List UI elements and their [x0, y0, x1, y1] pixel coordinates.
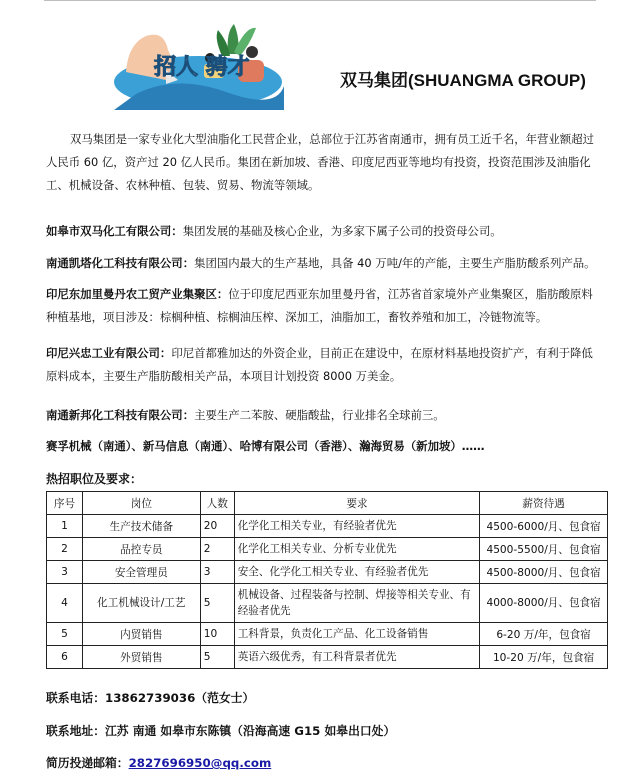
table-header-row [47, 492, 608, 515]
cell-index: 2 [47, 538, 83, 561]
subsidiary-kalimantan [46, 283, 598, 329]
subsidiary-name: 南通凯塔化工科技有限公司： [46, 256, 195, 270]
header-count: 人数 [200, 492, 234, 515]
cell-requirement: 化学化工相关专业、分析专业优先 [234, 538, 480, 561]
subsidiary-kaita [46, 252, 598, 275]
intro-paragraph: 双马集团是一家专业化大型油脂化工民营企业，总部位于江苏省南通市，拥有员工近千名，年营业额超过人民币 60 亿，资产过 20 亿人民币。集团在新加坡、香港、印度尼西亚等地均有投资，投资范围涉及油脂化工、机械设备、农林种植、包装、贸易、物流等领域。 [46, 132, 594, 193]
cell-salary: 4000-8000/月、包食宿 [480, 584, 608, 623]
jobs-table [46, 491, 608, 669]
cell-index: 3 [47, 561, 83, 584]
cell-requirement: 安全、化学化工相关专业、有经验者优先 [234, 561, 480, 584]
phone-label: 联系电话： [46, 691, 105, 705]
subsidiary-name: 印尼兴忠工业有限公司： [46, 346, 172, 360]
other-companies [46, 435, 598, 458]
cell-salary: 4500-8000/月、包食宿 [480, 561, 608, 584]
cell-salary: 4500-5500/月、包食宿 [480, 538, 608, 561]
cell-requirement: 化学化工相关专业，有经验者优先 [234, 515, 480, 538]
cell-position: 内贸销售 [82, 623, 200, 646]
subsidiary-name: 南通新邦化工科技有限公司： [46, 408, 195, 422]
table-row [47, 561, 608, 584]
cell-requirement: 英语六级优秀，有工科背景者优先 [234, 646, 480, 669]
cell-position: 外贸销售 [82, 646, 200, 669]
cell-salary: 4500-6000/月、包食宿 [480, 515, 608, 538]
subsidiary-xingzhong [46, 342, 598, 388]
cell-index: 5 [47, 623, 83, 646]
phone-value: 13862739036（范女士） [105, 691, 255, 705]
table-row [47, 538, 608, 561]
subsidiary-desc: 集团国内最大的生产基地，具备 40 万吨/年的产能，主要生产脂肪酸系列产品。 [194, 256, 596, 270]
cell-position: 生产技术储备 [82, 515, 200, 538]
table-row [47, 623, 608, 646]
cell-count: 10 [200, 623, 234, 646]
cell-salary: 6-20 万/年，包食宿 [480, 623, 608, 646]
address-value: 江苏 南通 如皋市东陈镇（沿海高速 G15 如皋出口处） [105, 724, 396, 738]
cell-count: 2 [200, 538, 234, 561]
header-salary: 薪资待遇 [480, 492, 608, 515]
subsidiary-xinbang [46, 404, 598, 427]
subsidiary-desc: 集团发展的基础及核心企业，为多家下属子公司的投资母公司。 [182, 224, 502, 238]
subsidiary-desc: 印尼首都雅加达的外资企业，目前正在建设中，在原材料基地投资扩产，有利于降低原料成本，主要生产脂肪酸相关产品，本项目计划投资 8000 万美金。 [46, 346, 593, 384]
cell-count: 3 [200, 561, 234, 584]
contact-address [46, 722, 395, 739]
table-row [47, 515, 608, 538]
cell-count: 5 [200, 646, 234, 669]
cell-position: 化工机械设计/工艺 [82, 584, 200, 623]
table-row [47, 646, 608, 669]
recruitment-logo [106, 14, 286, 114]
subsidiary-name: 印尼东加里曼丹农工贸产业集聚区： [46, 287, 229, 301]
address-label: 联系地址： [46, 724, 105, 738]
cell-position: 安全管理员 [82, 561, 200, 584]
email-label: 简历投递邮箱： [46, 756, 129, 770]
cell-requirement: 工科背景，负责化工产品、化工设备销售 [234, 623, 480, 646]
cell-requirement: 机械设备、过程装备与控制、焊接等相关专业、有经验者优先 [234, 584, 480, 623]
subsidiary-name: 如皋市双马化工有限公司： [46, 224, 183, 238]
cell-index: 4 [47, 584, 83, 623]
table-row [47, 584, 608, 623]
other-companies-text: 赛孚机械（南通）、新马信息（南通）、哈博有限公司（香港）、瀚海贸易（新加坡）…… [46, 439, 485, 453]
cell-salary: 10-20 万/年，包食宿 [480, 646, 608, 669]
header-requirement: 要求 [234, 492, 480, 515]
header-position: 岗位 [82, 492, 200, 515]
jobs-section-title: 热招职位及要求： [46, 472, 143, 486]
email-link[interactable]: 2827696950@qq.com [128, 756, 272, 770]
cell-count: 5 [200, 584, 234, 623]
header-index: 序号 [47, 492, 83, 515]
top-divider [44, 0, 596, 1]
cell-index: 1 [47, 515, 83, 538]
cell-position: 品控专员 [82, 538, 200, 561]
cell-index: 6 [47, 646, 83, 669]
subsidiary-desc: 主要生产二苯胺、硬脂酸盐，行业排名全球前三。 [194, 408, 445, 422]
contact-phone [46, 689, 254, 706]
company-title: 双马集团(SHUANGMA GROUP) [340, 71, 586, 90]
cell-count: 20 [200, 515, 234, 538]
contact-email [46, 754, 271, 771]
logo-text: 招人 骋才 [154, 55, 250, 80]
subsidiary-desc: 位于印度尼西亚东加里曼丹省，江苏省首家境外产业集聚区，脂肪酸原料种植基地，项目涉及：棕榈种植、棕榈油压榨、深加工，油脂加工，畜牧养殖和加工，冷链物流等。 [46, 287, 593, 325]
subsidiary-rugao [46, 220, 598, 243]
